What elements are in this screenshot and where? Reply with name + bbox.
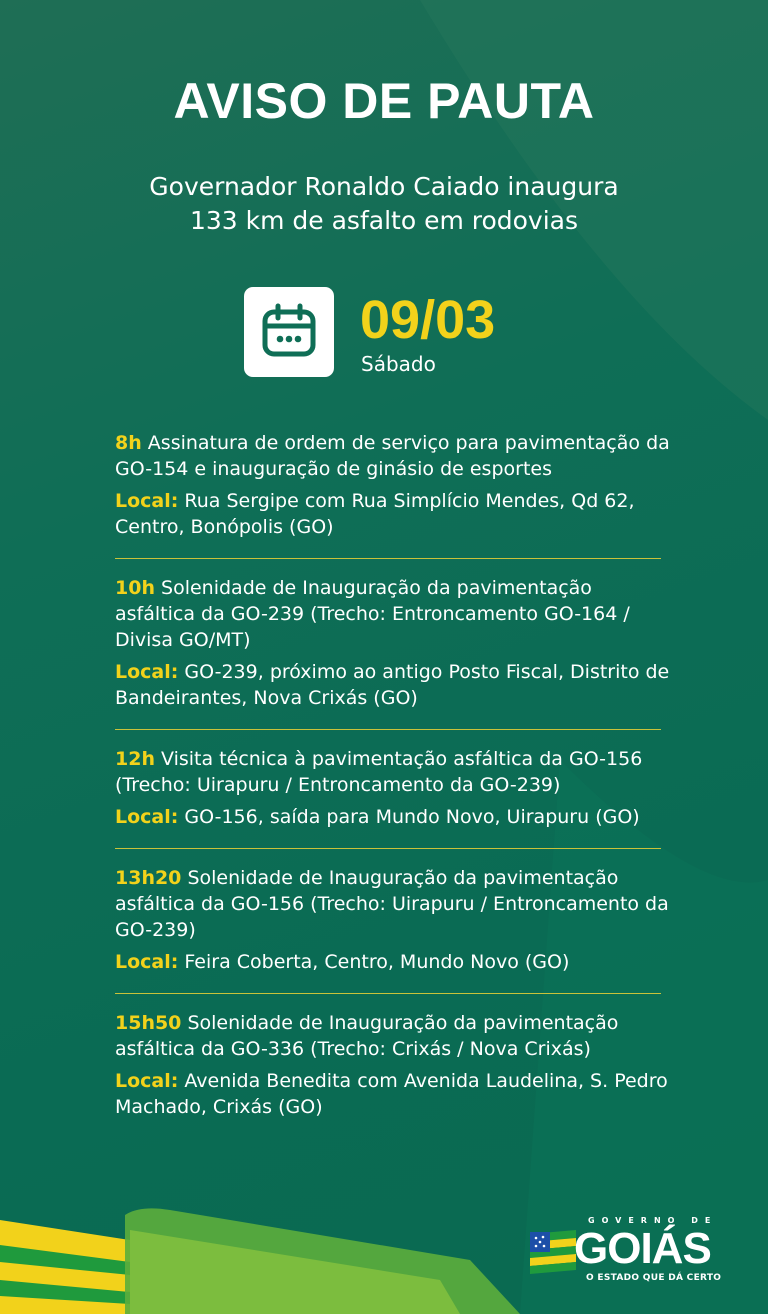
- subtitle-line-2: 133 km de asfalto em rodovias: [189, 206, 579, 235]
- location-label: Local:: [115, 490, 179, 512]
- logo-tagline: O ESTADO QUE DÁ CERTO: [586, 1273, 722, 1283]
- goias-flag-icon: [530, 1230, 576, 1274]
- calendar-icon: [259, 302, 319, 362]
- location-label: Local:: [115, 951, 179, 973]
- location-label: Local:: [115, 1070, 179, 1092]
- event-weekday: Sábado: [361, 352, 436, 376]
- event-location: Avenida Benedita com Avenida Laudelina, S. Pedro Machado, Crixás (GO): [115, 1070, 668, 1118]
- event-time: 10h: [115, 577, 155, 599]
- page-subtitle: [0, 170, 768, 238]
- event-item: [115, 746, 675, 830]
- event-separator: [115, 558, 661, 559]
- event-separator: [115, 729, 661, 730]
- event-list: [115, 430, 675, 1120]
- event-location: Rua Sergipe com Rua Simplício Mendes, Qd 62, Centro, Bonópolis (GO): [115, 490, 635, 538]
- calendar-badge: [244, 287, 334, 377]
- event-description: Solenidade de Inauguração da pavimentação asfáltica da GO-156 (Trecho: Uirapuru / Entroncamento da GO-239): [115, 867, 669, 941]
- event-item: [115, 430, 675, 540]
- event-date: 09/03: [360, 290, 496, 350]
- event-location: GO-239, próximo ao antigo Posto Fiscal, Distrito de Bandeirantes, Nova Crixás (GO): [115, 661, 670, 709]
- event-location: Feira Coberta, Centro, Mundo Novo (GO): [184, 951, 570, 973]
- event-item: [115, 1010, 675, 1120]
- logo-top-text: GOVERNO DE: [588, 1216, 718, 1225]
- event-separator: [115, 993, 661, 994]
- event-time: 13h20: [115, 867, 182, 889]
- logo-main-text: GOIÁS: [574, 1224, 711, 1273]
- event-item: [115, 865, 675, 975]
- event-time: 8h: [115, 432, 142, 454]
- event-time: 15h50: [115, 1012, 182, 1034]
- event-description: Visita técnica à pavimentação asfáltica da GO-156 (Trecho: Uirapuru / Entroncamento da GO-239): [115, 748, 643, 796]
- event-separator: [115, 848, 661, 849]
- page-title: AVISO DE PAUTA: [173, 73, 595, 129]
- location-label: Local:: [115, 661, 179, 683]
- event-item: [115, 575, 675, 711]
- event-description: Assinatura de ordem de serviço para pavimentação da GO-154 e inauguração de ginásio de esportes: [115, 432, 670, 480]
- event-description: Solenidade de Inauguração da pavimentação asfáltica da GO-336 (Trecho: Crixás / Nova Crixás): [115, 1012, 619, 1060]
- location-label: Local:: [115, 806, 179, 828]
- subtitle-line-1: Governador Ronaldo Caiado inaugura: [149, 172, 619, 201]
- goias-logo: [530, 1216, 740, 1286]
- event-description: Solenidade de Inauguração da pavimentação asfáltica da GO-239 (Trecho: Entroncamento GO-164 / Divisa GO/MT): [115, 577, 630, 651]
- event-location: GO-156, saída para Mundo Novo, Uirapuru (GO): [184, 806, 640, 828]
- event-time: 12h: [115, 748, 155, 770]
